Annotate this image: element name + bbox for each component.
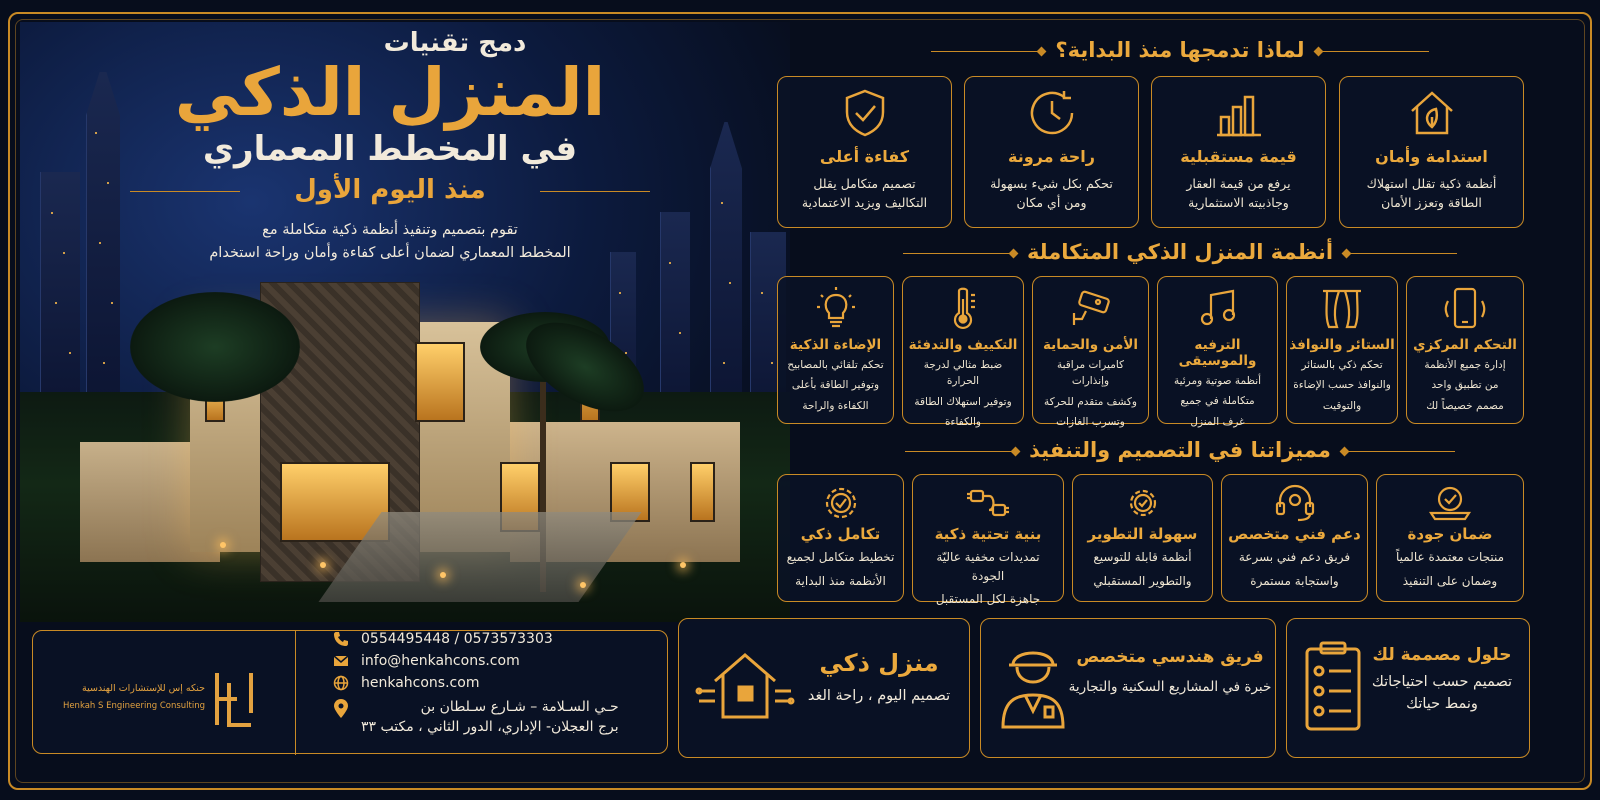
why-card: استدامة وأمان أنظمة ذكية تقلل استهلاك الطاقة وتعزز الأمان bbox=[1339, 76, 1524, 228]
smart-home-icon bbox=[695, 635, 795, 735]
engineer-icon bbox=[995, 635, 1071, 735]
address-line-2: برج العجلان- الإداري، الدور الثاني ، مكتب ٣٣ bbox=[361, 719, 619, 735]
team-title: فريق هندسي متخصص bbox=[1076, 647, 1264, 667]
hero-intro-line-1: تقوم بتصميم وتنفيذ أنظمة ذكية متكاملة مع bbox=[262, 222, 518, 239]
email-icon bbox=[333, 654, 349, 668]
feature-card: دعم فني متخصص فريق دعم فني بسرعة واستجابة مستمرة bbox=[1221, 474, 1368, 602]
quality-badge-icon bbox=[1427, 483, 1473, 523]
solutions-desc-2: ونمط حياتك bbox=[1406, 696, 1478, 712]
cable-icon bbox=[965, 483, 1011, 523]
feature-card: ضمان جودة منتجات معتمدة عالمياً وضمان على التنفيذ bbox=[1376, 474, 1524, 602]
website-line bbox=[333, 675, 479, 691]
system-card: التكييف والتدفئة ضبط مثالي لدرجة الحرارة وتوفير استهلاك الطاقة والكفاءة bbox=[902, 276, 1024, 424]
smart-home-title: منزل ذكي bbox=[819, 649, 939, 677]
company-logo bbox=[45, 649, 265, 739]
system-card: الترفيه والموسيقى أنظمة صوتية ومرئية متكاملة في جميع غرف المنزل bbox=[1157, 276, 1278, 424]
hero-subtitle: في المخطط المعماري bbox=[202, 129, 578, 170]
features-section-title: مميزاتنا في التصميم والتنفيذ bbox=[860, 438, 1500, 462]
system-card: الإضاءة الذكية تحكم تلقائي بالمصابيح وتوفير الطاقة بأعلى الكفاءة والراحة bbox=[777, 276, 894, 424]
why-card: كفاءة أعلى تصميم متكامل يقلل التكاليف ويزيد الاعتمادية bbox=[777, 76, 952, 228]
custom-solutions-card bbox=[1286, 618, 1530, 758]
hero-tagline: منذ اليوم الأول bbox=[100, 175, 680, 205]
system-card: الستائر والنوافذ تحكم ذكي بالستائر والنوافذ حسب الإضاءة والتوقيت bbox=[1286, 276, 1398, 424]
why-section-title: لماذا تدمجها منذ البداية؟ bbox=[900, 38, 1460, 62]
solutions-desc-1: تصميم حسب احتياجاتك bbox=[1371, 674, 1513, 690]
email-line bbox=[333, 653, 520, 669]
house-leaf-icon bbox=[1404, 85, 1460, 141]
hero-line-1: دمج تقنيات bbox=[383, 28, 527, 58]
location-pin-icon bbox=[333, 699, 349, 719]
feature-card: تكامل ذكي تخطيط متكامل لجميع الأنظمة منذ البداية bbox=[777, 474, 904, 602]
gear-check-icon bbox=[818, 483, 864, 523]
solutions-title: حلول مصممة لك bbox=[1372, 645, 1512, 665]
lightbulb-icon bbox=[813, 285, 859, 331]
system-card: الأمن والحماية كاميرات مراقبة وإنذارات وكشف متقدم للحركة وتسرب الغازات bbox=[1032, 276, 1149, 424]
contact-panel bbox=[32, 630, 668, 754]
feature-card: بنية تحتية ذكية تمديدات مخفية عاليّة الجودة جاهزة لكل المستقبل bbox=[912, 474, 1064, 602]
phone-line bbox=[333, 631, 553, 647]
engineering-team-card bbox=[980, 618, 1276, 758]
team-desc: خبرة في المشاريع السكنية والتجارية bbox=[1068, 679, 1272, 695]
shield-check-icon bbox=[837, 85, 893, 141]
clock-icon bbox=[1024, 85, 1080, 141]
feature-card: سهولة التطوير أنظمة قابلة للتوسيع والتطوير المستقبلي bbox=[1072, 474, 1213, 602]
systems-section-title: أنظمة المنزل الذكي المتكاملة bbox=[860, 240, 1500, 264]
checklist-icon bbox=[1301, 639, 1365, 735]
smart-home-card bbox=[678, 618, 970, 758]
logo-mark-icon bbox=[213, 669, 255, 729]
website-text[interactable]: henkahcons.com bbox=[361, 675, 480, 691]
why-card: راحة مرونة تحكم بكل شيء بسهولة ومن أي مكان bbox=[964, 76, 1139, 228]
gear-check-icon bbox=[1120, 483, 1166, 523]
why-card: قيمة مستقبلية يرفع من قيمة العقار وجاذبيته الاستثمارية bbox=[1151, 76, 1326, 228]
system-card: التحكم المركزي إدارة جميع الأنظمة من تطبيق واحد مصمم خصيصاً لك bbox=[1406, 276, 1524, 424]
hero-intro-line-2: المخطط المعماري لضمان أعلى كفاءة وأمان وراحة استخدام bbox=[209, 244, 571, 261]
thermometer-icon bbox=[940, 285, 986, 331]
phone-text[interactable]: 0554495448 / 0573573303 bbox=[361, 631, 553, 647]
hero-heading bbox=[100, 28, 680, 264]
curtains-icon bbox=[1319, 285, 1365, 331]
company-name-ar: حنكه إس للإستشارات الهندسية bbox=[82, 683, 205, 694]
smart-home-desc: تصميم اليوم ، راحة الغد bbox=[807, 688, 951, 704]
contact-divider bbox=[295, 631, 296, 755]
smartphone-icon bbox=[1442, 285, 1488, 331]
security-camera-icon bbox=[1068, 285, 1114, 331]
headset-icon bbox=[1272, 483, 1318, 523]
phone-icon bbox=[333, 631, 349, 647]
globe-icon bbox=[333, 675, 349, 691]
email-text[interactable]: info@henkahcons.com bbox=[361, 653, 520, 669]
music-note-icon bbox=[1195, 285, 1241, 331]
bar-chart-icon bbox=[1211, 85, 1267, 141]
company-name-en: Henkah S Engineering Consulting bbox=[62, 701, 205, 711]
address-line bbox=[333, 699, 619, 735]
hero-title: المنزل الذكي bbox=[174, 54, 606, 131]
address-line-1: حـي السـلامة – شـارع سـلطان بن bbox=[420, 699, 619, 715]
